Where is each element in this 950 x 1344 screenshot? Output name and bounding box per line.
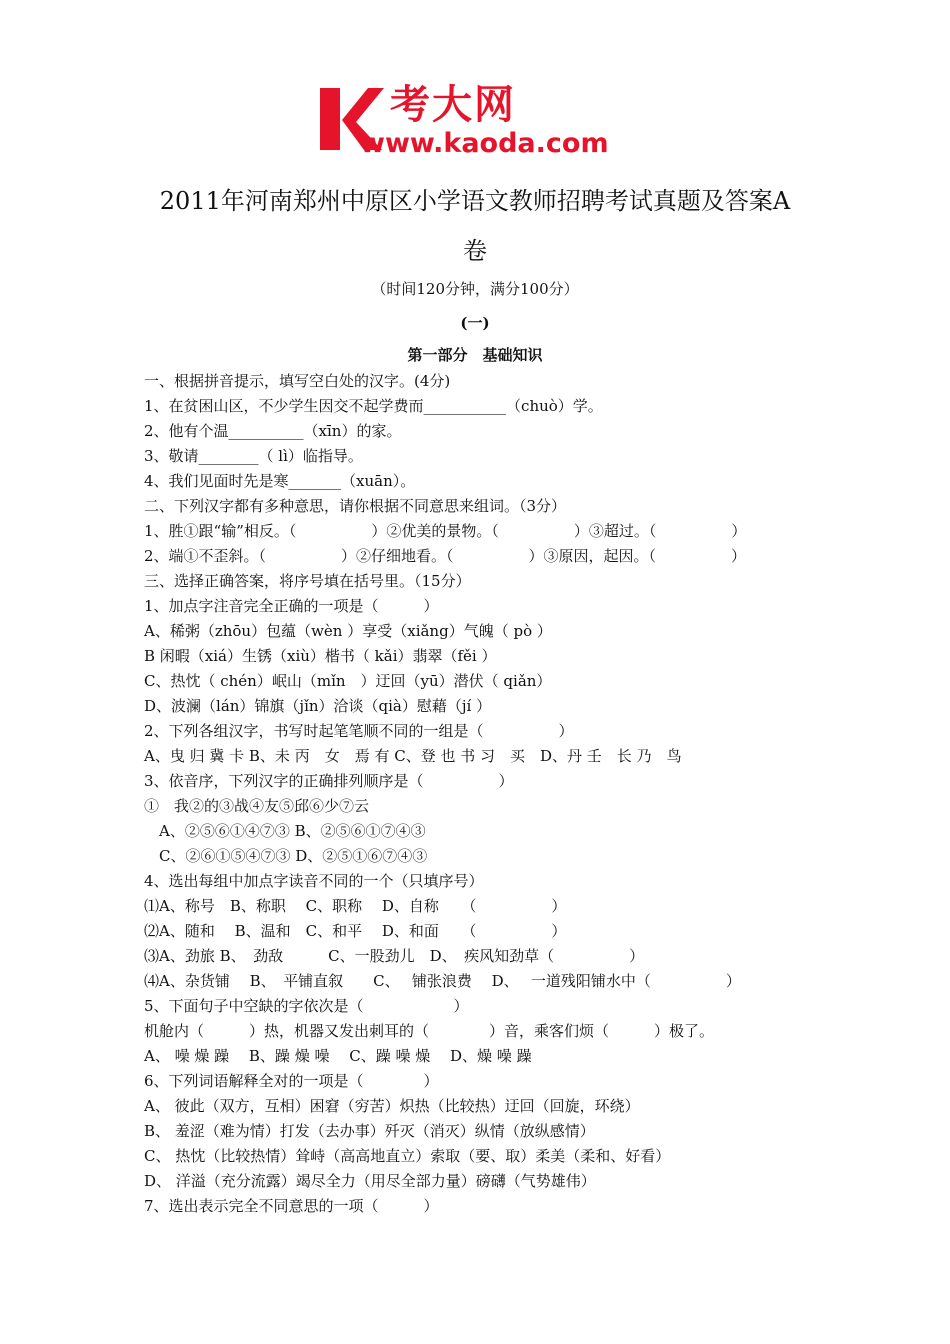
- question-line: A、 噪 燥 躁 B、躁 燥 噪 C、躁 噪 燥 D、燥 噪 躁: [144, 1047, 532, 1065]
- question-line: 6、下列词语解释全对的一项是（ ）: [144, 1072, 439, 1090]
- question-line: B、 羞涩（难为情）打发（去办事）歼灭（消灭）纵情（放纵感情）: [144, 1122, 595, 1140]
- question-line: C、热忱（ chén）岷山（mǐn ）迂回（yū）潜伏（ qiǎn）: [144, 672, 552, 690]
- question-line: B 闲暇（xiá）生锈（xiù）楷书（ kǎi）翡翠（fěi ）: [144, 647, 497, 665]
- page-title-line-1: 2011年河南郑州中原区小学语文教师招聘考试真题及答案A: [159, 187, 791, 215]
- question-line: 7、选出表示完全不同意思的一项（ ）: [144, 1197, 439, 1215]
- question-line: D、 洋溢（充分流露）竭尽全力（用尽全部力量）磅礴（气势雄伟）: [144, 1172, 596, 1190]
- question-line: 3、敬请________（ lì）临指导。: [144, 447, 363, 465]
- question-line: 二、下列汉字都有多种意思，请你根据不同意思来组词。（3分）: [144, 497, 567, 515]
- question-line: 三、选择正确答案，将序号填在括号里。（15分）: [144, 572, 471, 590]
- section-number: (一): [460, 314, 490, 332]
- part-title: 第一部分 基础知识: [407, 346, 543, 364]
- logo-url-text: www.kaoda.com: [360, 128, 609, 159]
- kaoda-logo: [316, 82, 646, 162]
- question-line: 3、依音序，下列汉字的正确排列顺序是（ ）: [144, 772, 514, 790]
- question-body: [144, 369, 844, 1219]
- question-line: A、②⑤⑥①④⑦③ B、②⑤⑥①⑦④③: [144, 822, 426, 840]
- question-line: 5、下面句子中空缺的字依次是（ ）: [144, 997, 469, 1015]
- question-line: 4、选出每组中加点字读音不同的一个（只填序号）: [144, 872, 484, 890]
- question-line: A、 彼此（双方，互相）困窘（穷苦）炽热（比较热）迂回（回旋，环绕）: [144, 1097, 640, 1115]
- exam-time-note: （时间120分钟，满分100分）: [371, 280, 579, 298]
- question-line: 2、下列各组汉字，书写时起笔笔顺不同的一组是（ ）: [144, 722, 574, 740]
- question-line: ⑷A、杂货铺 B、 平铺直叙 C、 铺张浪费 D、 一道残阳铺水中（ ）: [144, 972, 741, 990]
- question-line: C、 热忱（比较热情）耸峙（高高地直立）索取（要、取）柔美（柔和、好看）: [144, 1147, 671, 1165]
- question-line: 一、根据拼音提示，填写空白处的汉字。(4分): [144, 372, 451, 390]
- question-line: 4、我们见面时先是寒_______（xuān）。: [144, 472, 416, 490]
- page-title-line-2: 卷: [463, 237, 487, 265]
- question-line: ⑶A、劲旅 B、 劲敌 C、一股劲儿 D、 疾风知劲草（ ）: [144, 947, 645, 965]
- question-line: 1、在贫困山区，不少学生因交不起学费而___________（chuò）学。: [144, 397, 603, 415]
- question-line: ① 我②的③战④友⑤邱⑥少⑦云: [144, 797, 370, 815]
- question-line: 1、胜①跟“输”相反。（ ）②优美的景物。（ ）③超过。（ ）: [144, 522, 747, 540]
- question-line: 2、端①不歪斜。（ ）②仔细地看。（ ）③原因，起因。（ ）: [144, 547, 747, 565]
- question-line: A、稀粥（zhōu）包蕴（wèn ）享受（xiǎng）气魄（ pò ）: [144, 622, 552, 640]
- question-line: D、波澜（lán）锦旗（jǐn）洽谈（qià）慰藉（jí ）: [144, 697, 492, 715]
- question-line: A、曳 归 冀 卡 B、未 丙 女 焉 有 C、登 也 书 习 买 D、丹 壬 长 乃 鸟: [144, 747, 682, 765]
- logo-chinese-text: 考大网: [390, 82, 516, 128]
- question-line: ⑵A、随和 B、温和 C、和平 D、和面 （ ）: [144, 922, 567, 940]
- question-line: 机舱内（ ）热，机器又发出刺耳的（ ）音，乘客们烦（ ）极了。: [144, 1022, 715, 1040]
- question-line: ⑴A、称号 B、称职 C、职称 D、自称 （ ）: [144, 897, 567, 915]
- question-line: 1、加点字注音完全正确的一项是（ ）: [144, 597, 439, 615]
- question-line: 2、他有个温__________（xīn）的家。: [144, 422, 402, 440]
- question-line: C、②⑥①⑤④⑦③ D、②⑤①⑥⑦④③: [144, 847, 428, 865]
